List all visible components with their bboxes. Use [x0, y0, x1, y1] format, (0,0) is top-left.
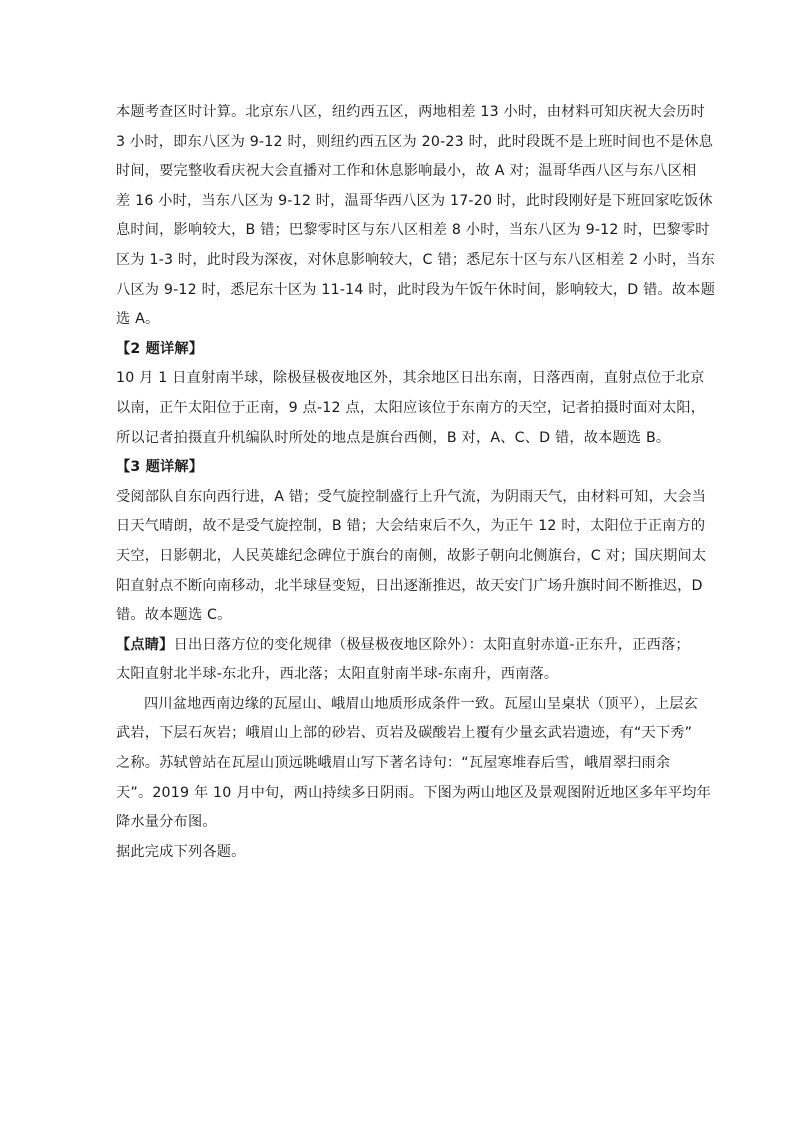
material-line-5: 降水量分布图。 [116, 814, 217, 831]
material-line-1: 四川盆地西南边缘的瓦屋山、峨眉山地质形成条件一致。瓦屋山呈桌状（顶平），上层玄 [144, 695, 699, 712]
analysis-1-line-4: 差 16 小时，当东八区为 9-12 时，温哥华西八区为 17-20 时，此时段刚好是下班回家吃饭休 [116, 192, 713, 209]
material-line-3: 之称。苏轼曾站在瓦屋山顶远眺峨眉山写下著名诗句：“瓦屋寒堆春后雪，峨眉翠扫雨余 [116, 755, 671, 772]
question-3-line-1: 受阅部队自东向西行进，A 错；受气旋控制盛行上升气流，为阴雨天气，由材料可知，大会当 [116, 488, 707, 505]
question-3-line-5: 错。故本题选 C。 [116, 607, 232, 624]
material-line-4: 天”。2019 年 10 月中旬，两山持续多日阴雨。下图为两山地区及景观图附近地区多年平均年 [116, 784, 711, 801]
question-2-line-3: 所以记者拍摄直升机编队时所处的地点是旗台西侧，B 对，A、C、D 错，故本题选 B。 [116, 429, 671, 446]
question-2-heading: 【2 题详解】 [116, 340, 204, 357]
tip-line-2: 太阳直射北半球-东北升，西北落；太阳直射南半球-东南升，西南落。 [116, 666, 559, 683]
analysis-1-line-6: 区为 1-3 时，此时段为深夜，对休息影响较大，C 错；悉尼东十区与东八区相差 2 小时，当东 [116, 251, 715, 268]
material-line-2: 武岩，下层石灰岩；峨眉山上部的砂岩、页岩及碳酸岩上覆有少量玄武岩遗迹，有“天下秀” [116, 725, 693, 742]
analysis-1-line-5: 息时间，影响较大，B 错；巴黎零时区与东八区相差 8 小时，当东八区为 9-12 时，巴黎零时 [116, 222, 710, 239]
document-page [116, 98, 716, 867]
tip-line-1 [116, 631, 694, 661]
question-2-line-1: 10 月 1 日直射南半球，除极昼极夜地区外，其余地区日出东南，日落西南，直射点位于北京 [116, 370, 705, 387]
analysis-1-line-2: 3 小时，即东八区为 9-12 时，则纽约西五区为 20-23 时，此时段既不是上班时间也不是休息 [116, 133, 714, 150]
tip-label: 【点睛】 [116, 636, 174, 653]
instruction-text: 据此完成下列各题。 [116, 843, 246, 860]
question-3-heading: 【3 题详解】 [116, 459, 204, 476]
analysis-1-line-1: 本题考查区时计算。北京东八区，纽约西五区，两地相差 13 小时，由材料可知庆祝大会历时 [116, 104, 705, 120]
analysis-1-line-7: 八区为 9-12 时，悉尼东十区为 11-14 时，此时段为午饭午休时间，影响较大，D 错。故本题 [116, 281, 716, 298]
analysis-1-line-3: 时间，要完整收看庆祝大会直播对工作和休息影响最小，故 A 对；温哥华西八区与东八区相 [116, 163, 697, 180]
question-3-line-2: 日天气晴朗，故不是受气旋控制，B 错；大会结束后不久，为正午 12 时，太阳位于正南方的 [116, 518, 706, 535]
tip-text: 日出日落方位的变化规律（极昼极夜地区除外）：太阳直射赤道-正东升，正西落； [173, 636, 690, 653]
question-2-line-2: 以南，正午太阳位于正南，9 点-12 点，太阳应该位于东南方的天空，记者拍摄时面对太阳， [116, 399, 706, 416]
question-3-line-4: 阳直射点不断向南移动，北半球昼变短，日出逐渐推迟，故天安门广场升旗时间不断推迟，D [116, 577, 703, 594]
analysis-1-line-8: 选 A。 [116, 311, 160, 328]
question-3-line-3: 天空，日影朝北，人民英雄纪念碑位于旗台的南侧，故影子朝向北侧旗台，C 对；国庆期间太 [116, 547, 707, 564]
